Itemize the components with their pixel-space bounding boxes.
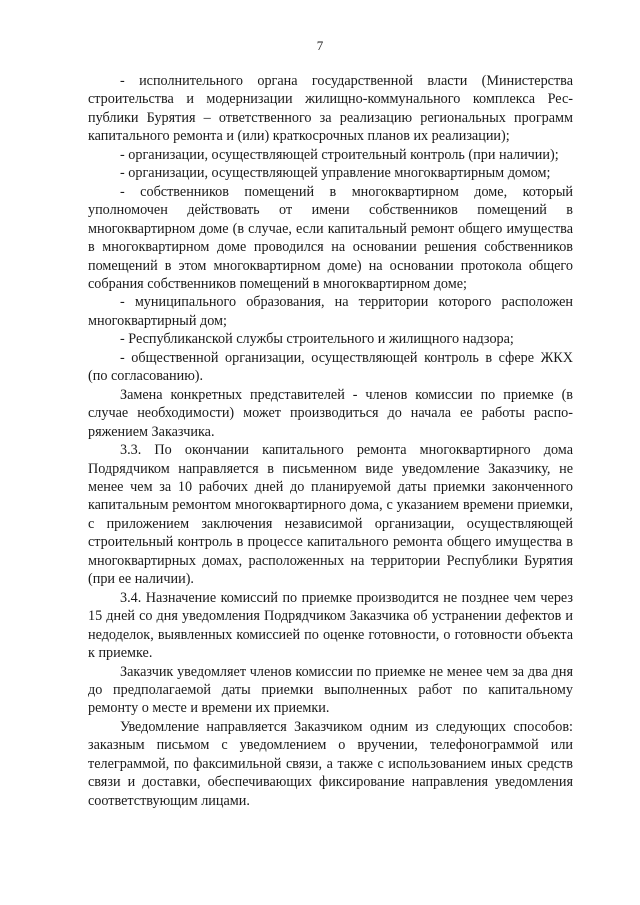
paragraph-clause-3-3: 3.3. По окончании капитального ремонта многоквартирного дома Подрядчиком направляется в письменном виде уведомление Заказчику, не менее чем за 10 рабочих дней до планируемой даты приемки законченного капитальным ремонтом многоквартирного дома, с указанием времени приемки, с приложением заключения независимой организации, осуществляющей строительный контроль в процессе капитального ремонта общего имущества в многоквартирных домах, расположенных на территории Республики Бурятия (при ее наличии).	[88, 442, 573, 588]
paragraph-housing-supervision: - Республиканской службы строительного и жилищного надзора;	[120, 331, 514, 348]
paragraph-owners: - собственников помещений в многоквартирном доме, который уполномочен действовать от имени собственников помещений в многоквартирном доме (в случае, если капитальный ремонт общего имущества в многоквартирном доме проводился на основании решения собственников помещений в этом многоквартирном доме) на основании протокола общего собрания собственников помещений в многоквартирном доме;	[88, 183, 573, 292]
paragraph-construction-control: - организации, осуществляющей строительный контроль (при наличии);	[120, 146, 559, 163]
paragraph-replacement: Замена конкретных представителей - членов комиссии по приемке (в случае необходимости) может производиться до начала ее работы распоряжением Заказчика.	[88, 386, 573, 440]
paragraph-notification-methods: Уведомление направляется Заказчиком одним из следующих способов: заказным письмом с уведомлением о вручении, телефонограммой или телеграммой, по факсимильной связи, а также с использованием иных средств связи и доставки, обеспечивающих фиксирование направления уведомления соответствующим лицами.	[88, 718, 573, 809]
paragraph-management-org: - организации, осуществляющей управление многоквартирным домом;	[120, 165, 551, 182]
paragraph-executive-body: - исполнительного органа государственной власти (Министерства строительства и модернизации жилищно-коммунального комплекса Республики Бурятия – ответственного за реализацию региональных программ капитального ремонта и (или) краткосрочных планов их реализации);	[88, 73, 573, 145]
page-number: 7	[316, 38, 324, 53]
paragraph-municipality: - муниципального образования, на территории которого расположен многоквартирный дом;	[88, 294, 573, 329]
paragraph-clause-3-4: 3.4. Назначение комиссий по приемке производится не позднее чем через 15 дней со дня уведомления Подрядчиком Заказчика об устранении дефектов и недоделок, выявленных комиссией по оценке готовности, о готовности объекта к приемке.	[88, 589, 573, 662]
document-body	[88, 72, 573, 810]
paragraph-customer-notifies: Заказчик уведомляет членов комиссии по приемке не менее чем за два дня до предполагаемой даты приемки выполненных работ по капитальному ремонту о месте и времени их приемки.	[88, 663, 573, 717]
paragraph-public-org: - общественной организации, осуществляющей контроль в сфере ЖКХ (по согласованию).	[88, 349, 573, 385]
